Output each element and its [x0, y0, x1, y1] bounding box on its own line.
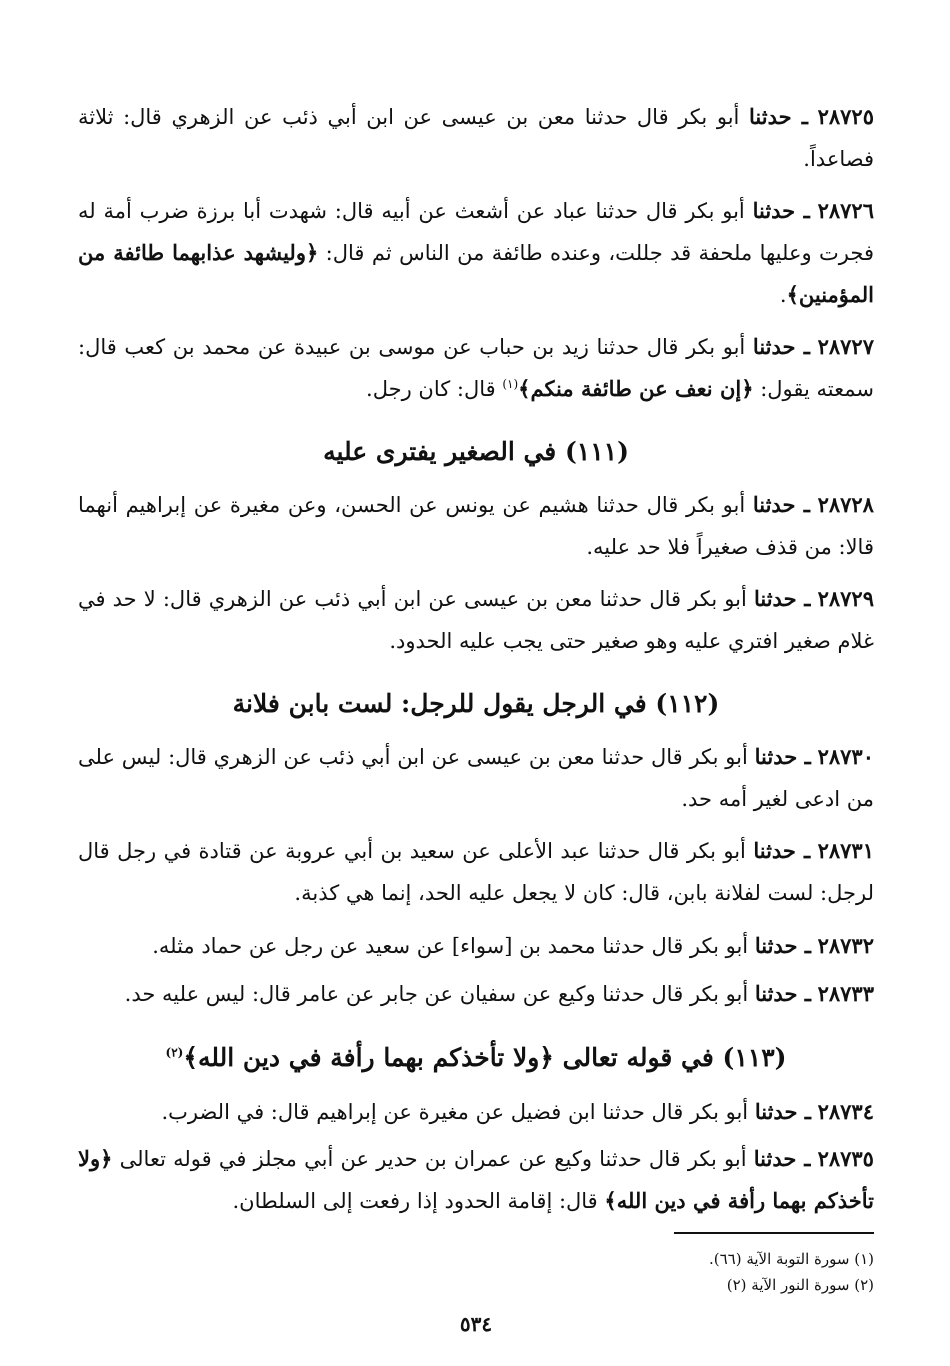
hadith-lead: ـ حدثنا — [752, 198, 810, 223]
hadith-paragraph — [78, 578, 874, 662]
hadith-lead: ـ حدثنا — [754, 744, 811, 769]
chapter-heading: (١١١) في الصغير يفترى عليه — [323, 437, 629, 466]
hadith-text: أبو بكر قال حدثنا معن بن عيسى عن ابن أبي ذئب عن الزهري قال: ليس على من ادعى لغير أمه حد. — [78, 745, 874, 811]
hadith-lead: ـ حدثنا — [748, 104, 808, 129]
page-number: ٥٣٤ — [459, 1312, 493, 1336]
hadith-paragraph — [78, 1090, 874, 1134]
hadith-paragraph — [78, 830, 874, 914]
hadith-paragraph — [78, 96, 874, 180]
hadith-number: ٢٨٧٢٧ — [817, 334, 874, 359]
hadith-number: ٢٨٧٣٤ — [817, 1099, 874, 1124]
quran-quote: ﴿إن نعف عن طائفة منكم﴾ — [518, 376, 754, 401]
hadith-text: أبو بكر قال حدثنا معن بن عيسى عن ابن أبي ذئب عن الزهري قال: ثلاثة فصاعداً. — [78, 105, 874, 171]
hadith-lead: ـ حدثنا — [754, 933, 811, 958]
hadith-text: أبو بكر قال حدثنا ابن فضيل عن مغيرة عن إبراهيم قال: في الضرب. — [161, 1100, 749, 1124]
hadith-lead: ـ حدثنا — [752, 334, 810, 359]
hadith-text: أبو بكر قال حدثنا هشيم عن يونس عن الحسن، وعن مغيرة عن إبراهيم أنهما قالا: من قذف صغيراً فلا حد عليه. — [78, 493, 874, 559]
hadith-number: ٢٨٧٣٠ — [817, 744, 874, 769]
hadith-paragraph — [78, 484, 874, 568]
hadith-paragraph — [78, 326, 874, 410]
footnote-marker: (٢) — [165, 1045, 184, 1060]
hadith-lead: ـ حدثنا — [754, 1099, 811, 1124]
hadith-number: ٢٨٧٣٥ — [817, 1146, 874, 1171]
hadith-text: أبو بكر قال حدثنا وكيع عن سفيان عن جابر عن عامر قال: ليس عليه حد. — [124, 982, 749, 1006]
footnote: (٢) سورة النور الآية (٢) — [726, 1276, 874, 1294]
hadith-lead: ـ حدثنا — [754, 981, 811, 1006]
hadith-text: أبو بكر قال حدثنا محمد بن [سواء] عن سعيد عن رجل عن حماد مثله. — [152, 934, 749, 958]
hadith-lead: ـ حدثنا — [753, 838, 811, 863]
quran-quote: ﴿وليشهد عذابهما طائفة من المؤمنين﴾ — [78, 240, 874, 307]
hadith-number: ٢٨٧٢٨ — [817, 492, 874, 517]
footnote-divider — [674, 1232, 874, 1234]
hadith-number: ٢٨٧٣٣ — [817, 981, 874, 1006]
hadith-lead: ـ حدثنا — [752, 492, 810, 517]
footnote: (١) سورة التوبة الآية (٦٦). — [708, 1250, 874, 1268]
hadith-tail: قال: كان رجل. — [366, 377, 496, 401]
chapter-heading-text: (١١٣) في قوله تعالى ﴿ولا تأخذكم بهما رأفة في دين الله﴾ — [183, 1043, 787, 1072]
hadith-paragraph — [78, 972, 874, 1016]
hadith-paragraph — [78, 190, 874, 316]
hadith-tail: قال: إقامة الحدود إذا رفعت إلى السلطان. — [232, 1189, 598, 1213]
hadith-number: ٢٨٧٢٦ — [817, 198, 874, 223]
hadith-text: أبو بكر قال حدثنا زيد بن حباب عن موسى بن عبيدة عن محمد بن كعب قال: سمعته يقول: — [78, 335, 874, 401]
hadith-text: أبو بكر قال حدثنا عبد الأعلى عن سعيد بن أبي عروبة عن قتادة في رجل قال لرجل: لست لفلانة بابن، قال: كان لا يجعل عليه الحد، إنما هي كذبة. — [78, 839, 874, 905]
quran-quote: ﴿ولا تأخذكم بهما رأفة في دين الله﴾ — [78, 1146, 874, 1213]
hadith-text: أبو بكر قال حدثنا معن بن عيسى عن ابن أبي ذئب عن الزهري قال: لا حد في غلام صغير افتري عليه وهو صغير حتى يجب عليه الحدود. — [78, 587, 874, 653]
hadith-number: ٢٨٧٣٢ — [817, 933, 874, 958]
chapter-heading — [78, 1036, 874, 1080]
hadith-text: أبو بكر قال حدثنا عباد عن أشعث عن أبيه قال: شهدت أبا برزة ضرب أمة له فجرت وعليها ملحفة قد جللت، وعنده طائفة من الناس ثم قال: — [78, 199, 874, 265]
hadith-paragraph — [78, 736, 874, 820]
hadith-text: أبو بكر قال حدثنا وكيع عن عمران بن حدير عن أبي مجلز في قوله تعالى — [119, 1147, 747, 1171]
hadith-number: ٢٨٧٢٥ — [817, 104, 874, 129]
hadith-paragraph — [78, 1138, 874, 1222]
hadith-lead: ـ حدثنا — [753, 1146, 811, 1171]
footnote-marker: (١) — [502, 377, 519, 391]
hadith-lead: ـ حدثنا — [753, 586, 811, 611]
hadith-tail: . — [779, 283, 787, 307]
chapter-heading: (١١٢) في الرجل يقول للرجل: لست بابن فلانة — [232, 689, 720, 718]
hadith-paragraph — [78, 924, 874, 968]
hadith-number: ٢٨٧٢٩ — [817, 586, 874, 611]
hadith-number: ٢٨٧٣١ — [817, 838, 874, 863]
